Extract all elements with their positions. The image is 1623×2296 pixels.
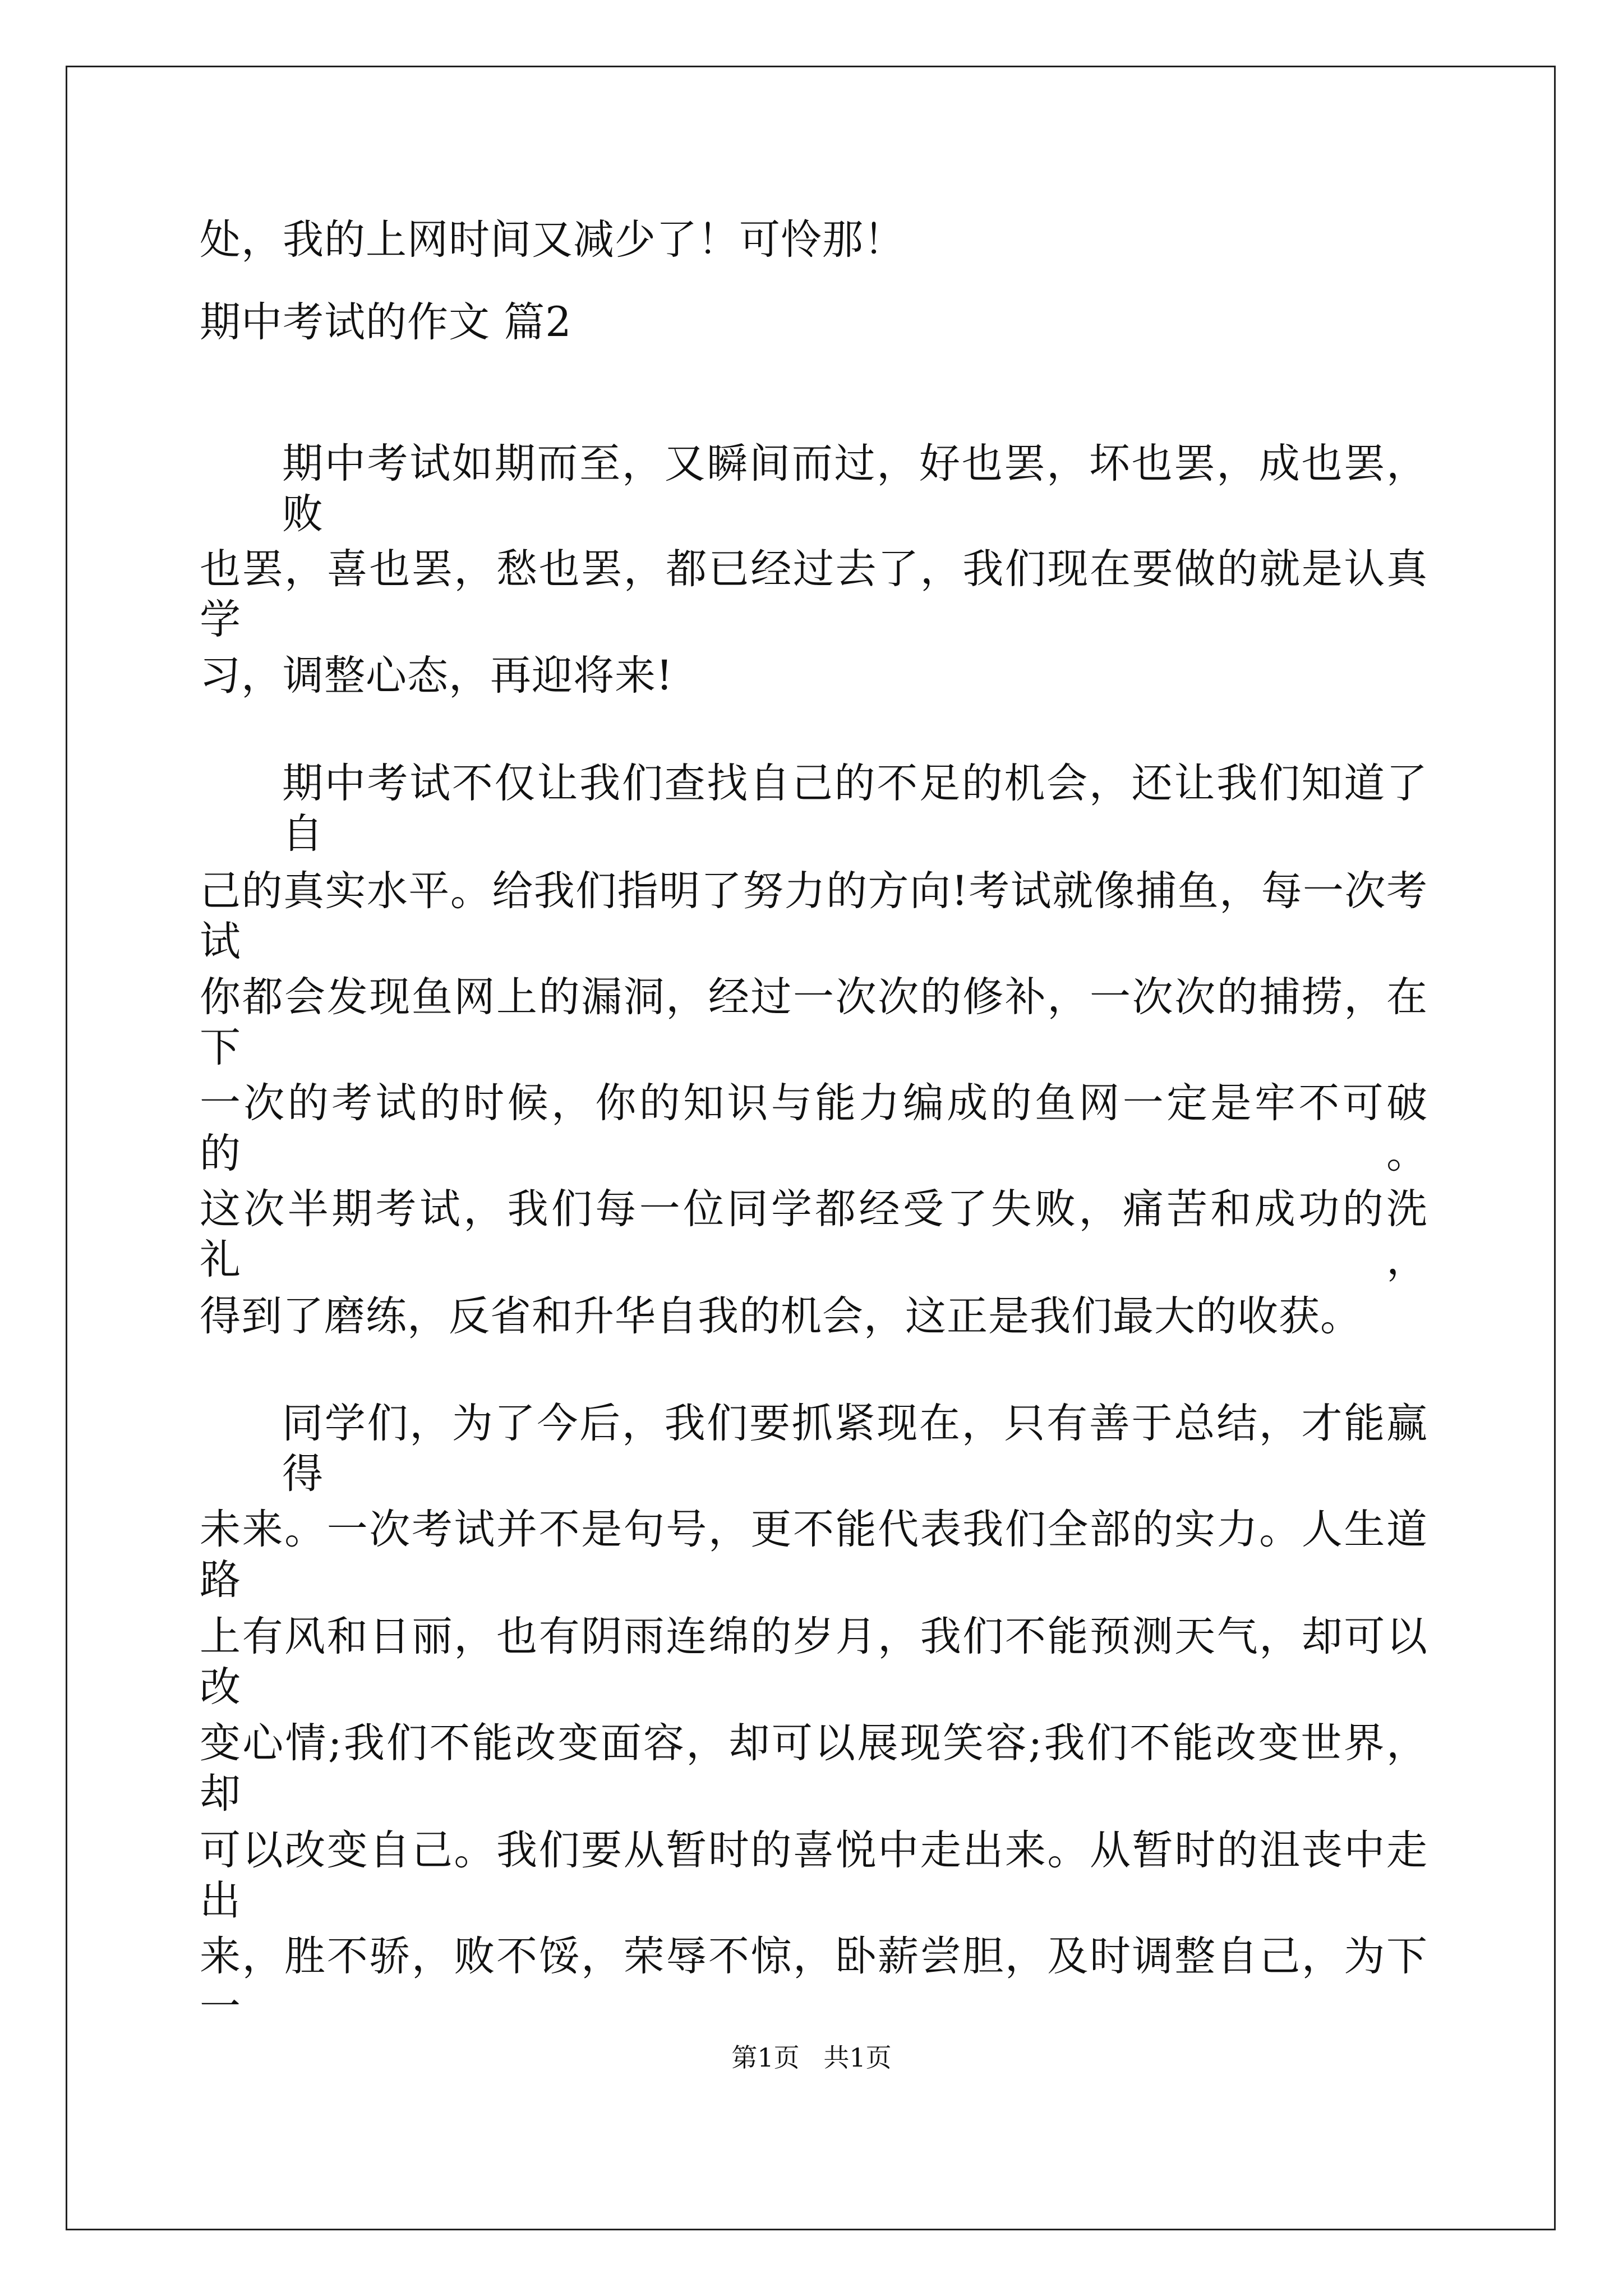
text-line: 期中考试如期而至，又瞬间而过，好也罢，坏也罢，成也罢，败	[282, 440, 1428, 538]
section-heading: 期中考试的作文 篇2	[200, 298, 572, 346]
page-footer	[0, 2041, 1623, 2074]
text-line: 习，调整心态，再迎将来!	[200, 652, 674, 700]
text-line: 上有风和日丽，也有阴雨连绵的岁月，我们不能预测天气，却可以改	[200, 1613, 1428, 1711]
text-line: 己的真实水平。给我们指明了努力的方向!考试就像捕鱼，每一次考试	[200, 867, 1428, 965]
text-line: 处，我的上网时间又减少了！可怜那！	[200, 216, 905, 264]
page-number: 第1页	[731, 2042, 800, 2073]
text-line: 期中考试不仅让我们查找自己的不足的机会，还让我们知道了自	[282, 760, 1428, 858]
text-line: 变心情;我们不能改变面容，却可以展现笑容;我们不能改变世界，却	[200, 1719, 1428, 1818]
text-line: 这次半期考试，我们每一位同学都经受了失败，痛苦和成功的洗礼，	[200, 1185, 1428, 1283]
text-line: 得到了磨练，反省和升华自我的机会，这正是我们最大的收获。	[200, 1292, 1362, 1340]
text-line: 一次的考试的时候，你的知识与能力编成的鱼网一定是牢不可破的。	[200, 1079, 1428, 1177]
page-total: 共1页	[823, 2042, 892, 2073]
text-line: 来，胜不骄，败不馁，荣辱不惊，卧薪尝胆，及时调整自己，为下一	[200, 1932, 1428, 2031]
text-line: 也罢，喜也罢，愁也罢，都已经过去了，我们现在要做的就是认真学	[200, 545, 1428, 643]
text-line: 同学们，为了今后，我们要抓紧现在，只有善于总结，才能赢得	[282, 1400, 1428, 1498]
text-line: 未来。一次考试并不是句号，更不能代表我们全部的实力。人生道路	[200, 1506, 1428, 1604]
text-line: 可以改变自己。我们要从暂时的喜悦中走出来。从暂时的沮丧中走出	[200, 1826, 1428, 1925]
text-line: 你都会发现鱼网上的漏洞，经过一次次的修补，一次次的捕捞，在下	[200, 973, 1428, 1071]
